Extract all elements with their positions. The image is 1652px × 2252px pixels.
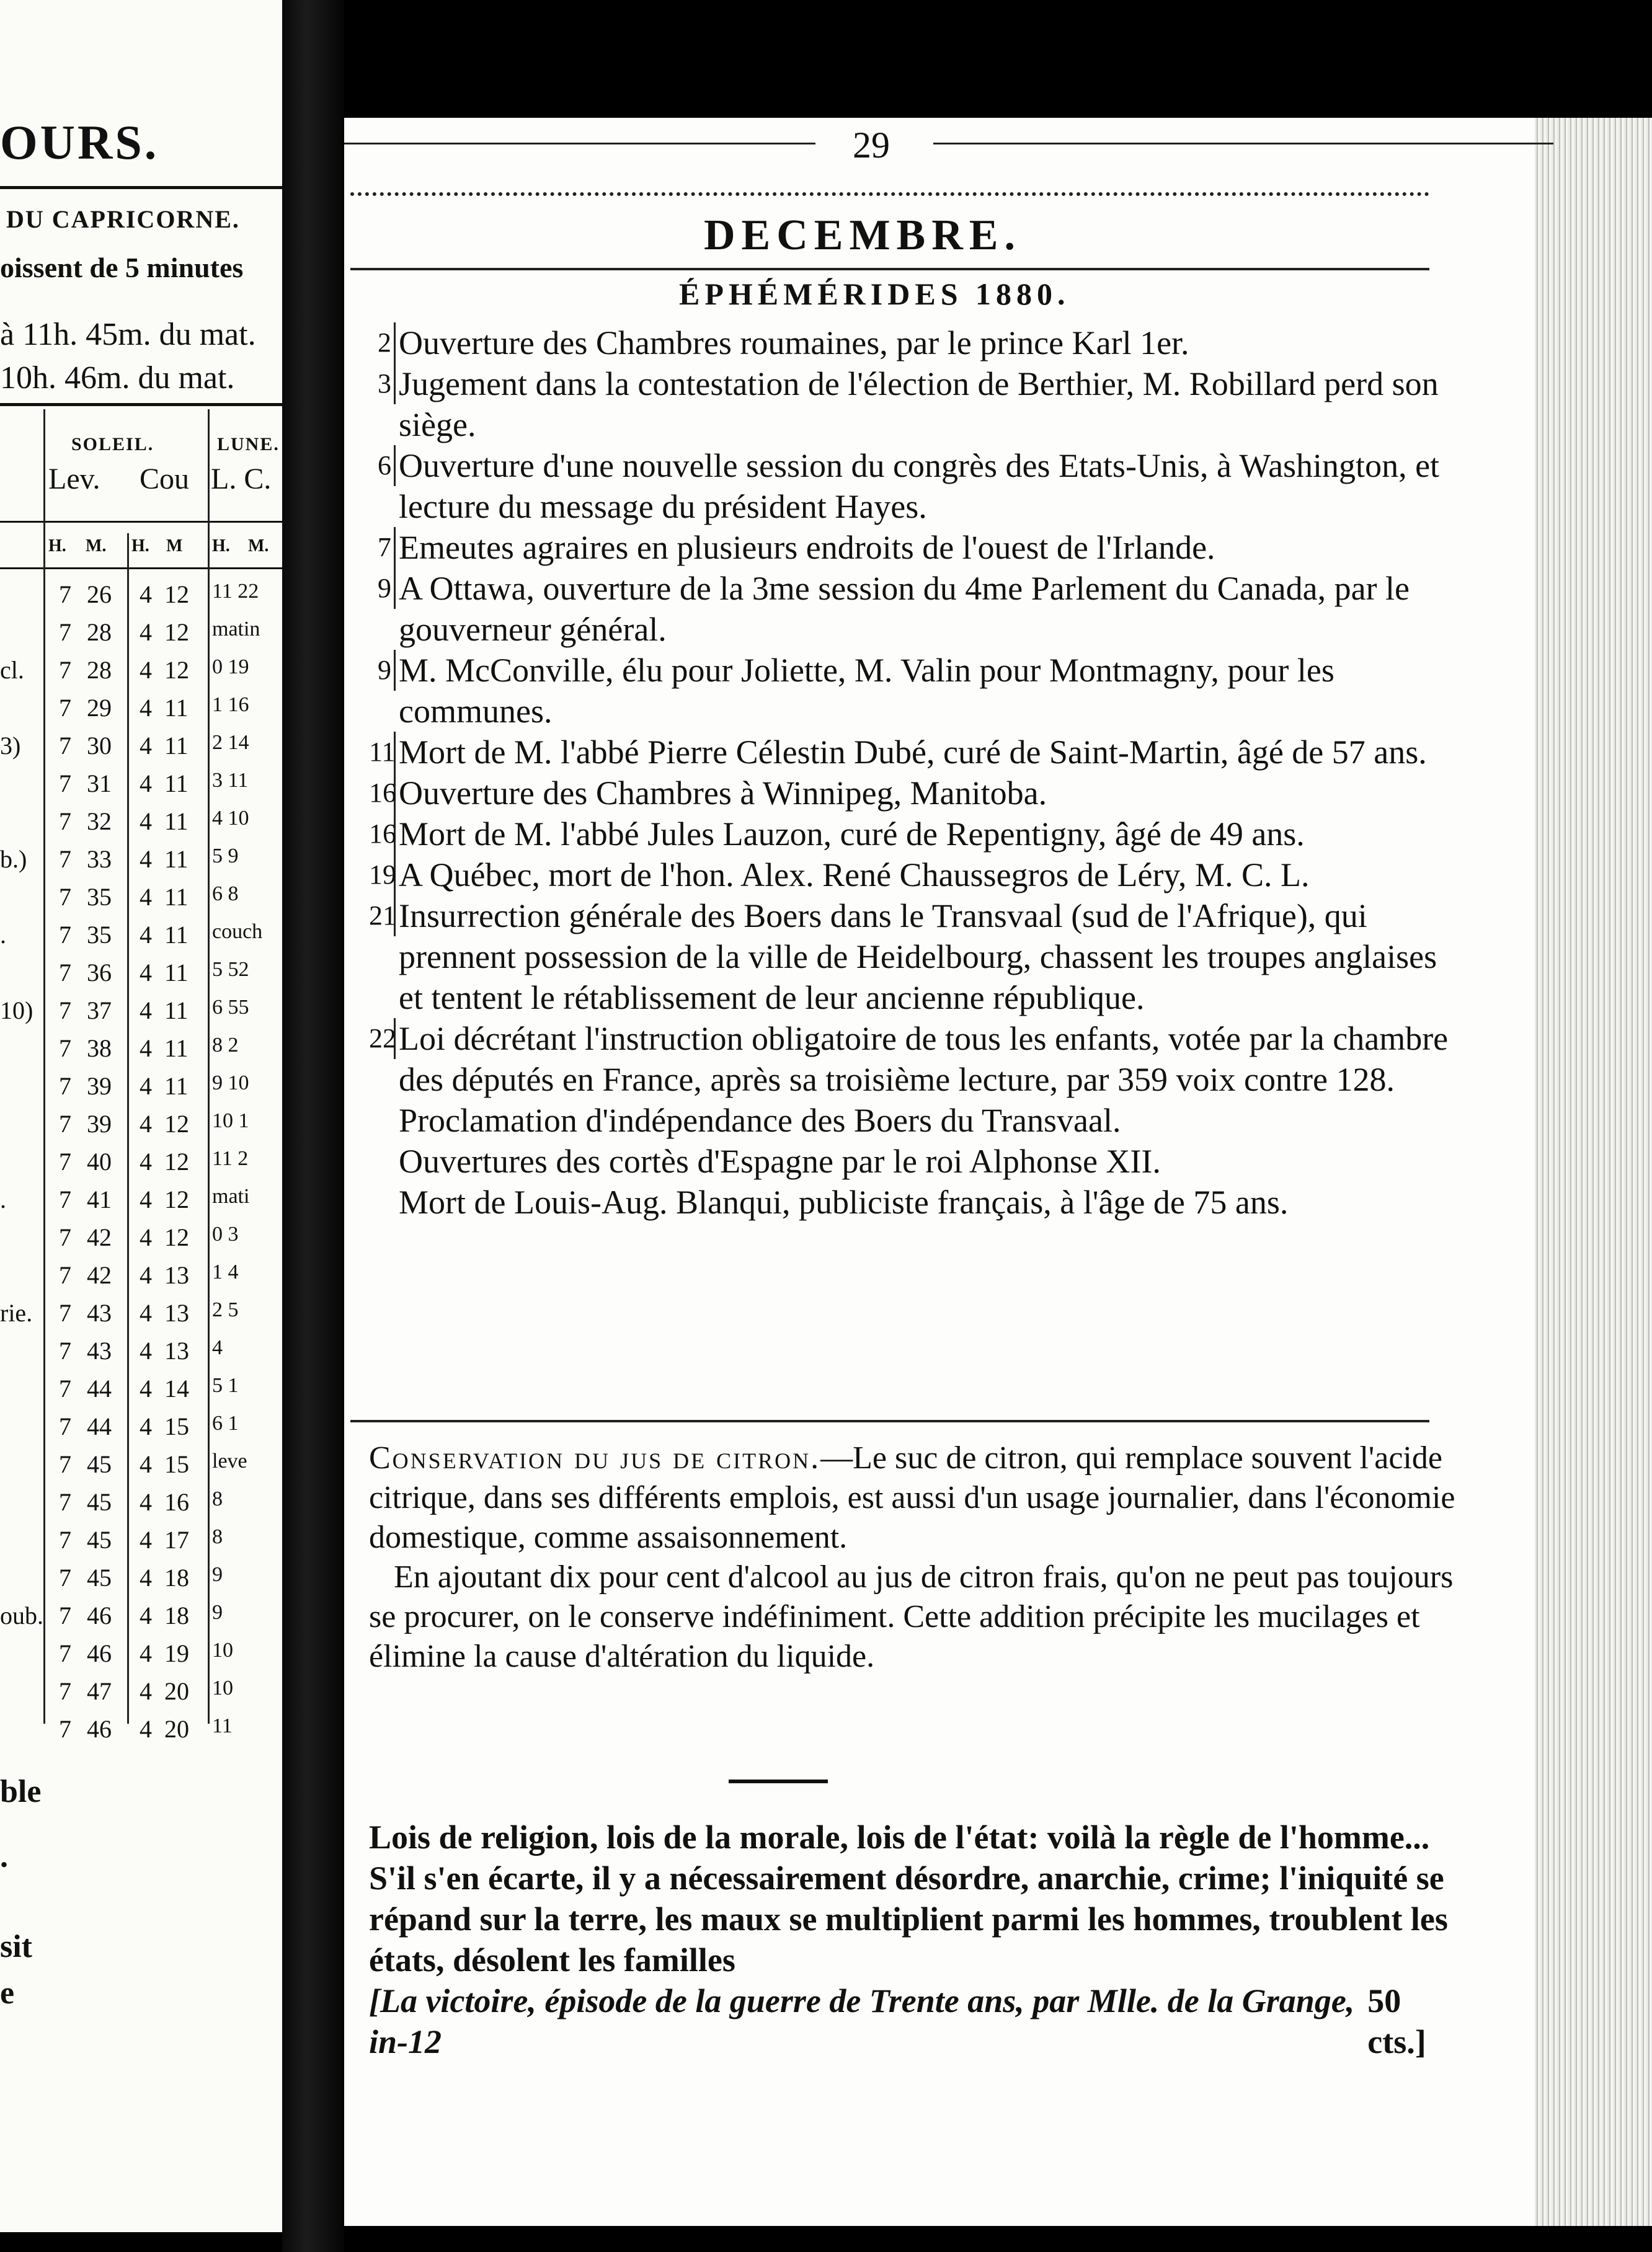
table-cell: 4: [140, 656, 152, 684]
table-cell: 30: [87, 732, 112, 760]
table-cell: 11: [164, 996, 189, 1024]
table-cell: 4: [140, 1261, 152, 1289]
lune-header: LUNE.: [217, 434, 280, 454]
row-note: 10): [0, 996, 33, 1024]
left-page-line: DU CAPRICORNE.: [6, 205, 240, 233]
divider: [0, 186, 282, 189]
table-cell: 3 11: [212, 769, 249, 792]
table-cell: 4: [140, 1337, 152, 1365]
table-cell: 20: [164, 1677, 189, 1705]
table-cell: 4: [140, 1602, 152, 1629]
soleil-header: SOLEIL.: [71, 434, 154, 454]
table-cell: 7: [59, 959, 71, 986]
lc-header: L. C.: [211, 463, 272, 495]
ephemeris-entry: [369, 813, 1460, 854]
table-cell: 4: [140, 618, 152, 646]
table-cell: 20: [164, 1715, 189, 1743]
table-cell: 17: [164, 1526, 189, 1554]
table-cell: 39: [87, 1072, 112, 1100]
table-row: [0, 952, 282, 990]
table-cell: 4: [140, 996, 152, 1024]
left-page-line: 10h. 46m. du mat.: [0, 360, 235, 396]
table-cell: 7: [59, 1261, 71, 1289]
table-cell: 8: [212, 1525, 223, 1548]
table-cell: 43: [87, 1337, 112, 1365]
table-row: [0, 1103, 282, 1142]
table-cell: 11: [164, 959, 189, 986]
divider: [933, 143, 1553, 144]
row-note: oub.: [0, 1602, 43, 1629]
entry-text: Ouverture d'une nouvelle session du congrès des Etats-Unis, à Washington, et lecture du message du président Hayes.: [399, 447, 1440, 525]
entry-day: 11: [369, 732, 396, 773]
table-cell: 7: [59, 1072, 71, 1100]
table-cell: 6 8: [212, 882, 239, 905]
table-row: [0, 1406, 282, 1444]
table-row: [0, 1443, 282, 1482]
unit-label: M.: [86, 536, 107, 556]
conservation-heading: Conservation du jus de citron.: [369, 1440, 821, 1476]
ephemeris-entry: [369, 527, 1460, 568]
table-cell: 7: [59, 921, 71, 949]
left-page-line: à 11h. 45m. du mat.: [0, 317, 256, 352]
table-cell: 4: [140, 1299, 152, 1327]
table-cell: 4: [140, 959, 152, 986]
unit-label: M: [166, 536, 183, 556]
lev-header: Lev.: [48, 463, 100, 495]
table-cell: 39: [87, 1110, 112, 1138]
entry-text: Mort de Louis-Aug. Blanqui, publiciste français, à l'âge de 75 ans.: [399, 1184, 1289, 1221]
table-row: [0, 1292, 282, 1331]
table-cell: 4: [212, 1336, 223, 1359]
price: 50 cts.]: [1367, 1982, 1426, 2060]
table-cell: matin: [212, 618, 260, 641]
entry-day: 22: [369, 1018, 396, 1059]
table-cell: 44: [87, 1375, 112, 1403]
cou-header: Cou: [140, 463, 190, 495]
left-footer-line: e: [0, 1975, 15, 2011]
right-page: [344, 118, 1652, 2226]
table-row: [0, 611, 282, 650]
left-page-title: OURS.: [0, 115, 159, 169]
table-cell: 42: [87, 1223, 112, 1251]
divider: [0, 567, 282, 569]
table-cell: 7: [59, 1148, 71, 1176]
table-row: [0, 800, 282, 839]
table-cell: 4: [140, 1526, 152, 1554]
table-row: [0, 1481, 282, 1520]
table-cell: 7: [59, 1677, 71, 1705]
ephemeris-entry: [369, 363, 1460, 445]
entry-text: Loi décrétant l'instruction obligatoire de tous les enfants, votée par la chambre des députés en France, après sa troisième lecture, par 359 voix contre 128.: [399, 1020, 1449, 1098]
table-cell: 14: [164, 1375, 189, 1403]
table-cell: 47: [87, 1677, 112, 1705]
entry-text: Ouvertures des cortès d'Espagne par le roi Alphonse XII.: [399, 1143, 1161, 1180]
table-cell: 10: [212, 1677, 233, 1700]
table-cell: 4: [140, 1110, 152, 1138]
table-cell: 12: [164, 1148, 189, 1176]
table-cell: 4: [140, 807, 152, 835]
table-cell: 46: [87, 1602, 112, 1629]
table-cell: 7: [59, 1337, 71, 1365]
table-cell: 7: [59, 845, 71, 873]
divider: [350, 268, 1429, 270]
table-cell: 6 55: [212, 996, 249, 1019]
table-cell: 2 5: [212, 1298, 239, 1321]
ephemeris-entry: [369, 773, 1460, 813]
table-cell: 7: [59, 1110, 71, 1138]
entry-day: 3: [369, 363, 396, 404]
ephemeris-entry: [369, 854, 1460, 895]
table-cell: 12: [164, 580, 189, 608]
ephemeris-entry: [369, 650, 1460, 732]
book-gutter: [282, 0, 344, 2252]
conservation-article: [369, 1439, 1460, 1677]
divider: [0, 521, 282, 523]
table-cell: 12: [164, 1186, 189, 1213]
table-cell: 33: [87, 845, 112, 873]
entry-text: Proclamation d'indépendance des Boers du Transvaal.: [399, 1102, 1121, 1139]
table-cell: 38: [87, 1034, 112, 1062]
entry-text: Jugement dans la contestation de l'élection de Berthier, M. Robillard perd son siège.: [399, 365, 1439, 443]
table-row: [0, 1065, 282, 1104]
table-row: [0, 1557, 282, 1595]
table-cell: 1 16: [212, 693, 249, 716]
table-cell: 7: [59, 1488, 71, 1516]
ephemeris-entry: [369, 445, 1460, 527]
table-row: [0, 1595, 282, 1633]
table-cell: 11: [164, 1072, 189, 1100]
table-cell: 11: [164, 732, 189, 760]
entry-text: A Ottawa, ouverture de la 3me session du 4me Parlement du Canada, par le gouverneur général.: [399, 570, 1410, 648]
table-cell: 8 2: [212, 1034, 239, 1057]
table-row: [0, 1519, 282, 1558]
row-note: .: [0, 1186, 6, 1213]
table-cell: 45: [87, 1564, 112, 1592]
table-cell: 7: [59, 656, 71, 684]
table-cell: 7: [59, 1639, 71, 1667]
table-cell: 15: [164, 1412, 189, 1440]
table-cell: 16: [164, 1488, 189, 1516]
table-cell: 4: [140, 1715, 152, 1743]
table-cell: 4: [140, 1375, 152, 1403]
entry-day: 16: [369, 773, 396, 813]
table-row: [0, 574, 282, 612]
table-cell: 11: [164, 694, 189, 722]
entry-day: 19: [369, 854, 396, 895]
table-cell: 4: [140, 769, 152, 797]
table-row: [0, 725, 282, 763]
table-cell: 11: [164, 845, 189, 873]
table-cell: 13: [164, 1337, 189, 1365]
table-cell: 4: [140, 1412, 152, 1440]
table-cell: 7: [59, 883, 71, 911]
table-cell: 4: [140, 1148, 152, 1176]
table-cell: 4: [140, 732, 152, 760]
table-row: [0, 1633, 282, 1671]
entry-text: Emeutes agraires en plusieurs endroits de l'ouest de l'Irlande.: [399, 529, 1215, 566]
table-cell: 0 19: [212, 655, 249, 678]
table-cell: 31: [87, 769, 112, 797]
table-cell: 4: [140, 1488, 152, 1516]
table-cell: 43: [87, 1299, 112, 1327]
table-cell: 29: [87, 694, 112, 722]
entry-day: 9: [369, 568, 396, 609]
table-cell: 45: [87, 1488, 112, 1516]
divider: [344, 143, 815, 144]
table-cell: 9 10: [212, 1071, 249, 1094]
table-cell: 4: [140, 845, 152, 873]
conservation-text: —Le suc de citron, qui remplace souvent l'acide citrique, dans ses différents emplois, est aussi d'un usage journalier, dans l'économie domestique, comme assaisonnement.: [369, 1440, 1455, 1555]
entry-text: M. McConville, élu pour Joliette, M. Valin pour Montmagny, pour les communes.: [399, 652, 1334, 730]
entry-text: Ouverture des Chambres roumaines, par le prince Karl 1er.: [399, 324, 1189, 361]
entry-text: Insurrection générale des Boers dans le Transvaal (sud de l'Afrique), qui prennent possession de la ville de Heidelbourg, chassent les troupes anglaises et tentent le rétablissement de leur ancienne république.: [399, 897, 1437, 1016]
entry-text: Mort de M. l'abbé Pierre Célestin Dubé, curé de Saint-Martin, âgé de 57 ans.: [399, 734, 1427, 771]
table-cell: 7: [59, 1034, 71, 1062]
table-cell: 11: [164, 769, 189, 797]
citation: [La victoire, épisode de la guerre de Trente ans, par Mlle. de la Grange, in-12: [369, 1982, 1355, 2060]
table-cell: 40: [87, 1148, 112, 1176]
table-cell: 7: [59, 694, 71, 722]
ephemerides-list: [369, 322, 1460, 1223]
row-note: b.): [0, 845, 27, 873]
table-row: [0, 1670, 282, 1709]
table-cell: 4: [140, 1072, 152, 1100]
ephemeris-entry: [369, 322, 1460, 363]
table-cell: 5 1: [212, 1374, 239, 1397]
table-cell: 4: [140, 1186, 152, 1213]
ephemeris-entry: [369, 1141, 1460, 1182]
page-number: 29: [853, 125, 890, 166]
table-cell: mati: [212, 1185, 250, 1208]
table-cell: 9: [212, 1563, 223, 1586]
page-edges: [1535, 118, 1652, 2226]
ephemeris-entry: [369, 568, 1460, 650]
table-row: [0, 649, 282, 688]
table-cell: 10: [212, 1639, 233, 1662]
entry-day: 2: [369, 322, 396, 363]
ephemeris-entry: [369, 1182, 1460, 1223]
entry-text: A Québec, mort de l'hon. Alex. René Chaussegros de Léry, M. C. L.: [399, 856, 1310, 893]
table-cell: 12: [164, 1223, 189, 1251]
row-note: .: [0, 921, 6, 949]
table-cell: 1 4: [212, 1261, 239, 1283]
row-note: cl.: [0, 656, 24, 684]
table-cell: 12: [164, 1110, 189, 1138]
table-cell: 37: [87, 996, 112, 1024]
ephemeris-entry: [369, 1018, 1460, 1100]
table-cell: 18: [164, 1564, 189, 1592]
table-cell: 11 2: [212, 1147, 249, 1170]
left-footer-line: .: [0, 1839, 8, 1874]
table-cell: 46: [87, 1715, 112, 1743]
table-cell: 11: [164, 921, 189, 949]
table-row: [0, 1141, 282, 1179]
table-cell: 7: [59, 1450, 71, 1478]
table-cell: 12: [164, 656, 189, 684]
table-cell: 7: [59, 1375, 71, 1403]
table-cell: 10 1: [212, 1109, 249, 1132]
table-cell: 36: [87, 959, 112, 986]
table-cell: 4: [140, 580, 152, 608]
table-row: [0, 1368, 282, 1406]
table-cell: 7: [59, 1299, 71, 1327]
left-page: [0, 0, 282, 2232]
table-cell: 41: [87, 1186, 112, 1213]
table-cell: 11: [164, 1034, 189, 1062]
table-cell: 4: [140, 883, 152, 911]
table-cell: 4 10: [212, 807, 249, 830]
table-cell: 11 22: [212, 580, 259, 603]
table-cell: 13: [164, 1299, 189, 1327]
table-cell: couch: [212, 920, 263, 943]
unit-label: H.: [131, 536, 149, 556]
table-row: [0, 914, 282, 952]
table-cell: 9: [212, 1601, 223, 1624]
table-cell: 26: [87, 580, 112, 608]
entry-day: 21: [369, 895, 396, 936]
row-note: rie.: [0, 1299, 33, 1327]
table-cell: 4: [140, 1639, 152, 1667]
table-cell: 7: [59, 996, 71, 1024]
unit-label: H.: [212, 536, 230, 556]
table-cell: 7: [59, 732, 71, 760]
entry-day: 9: [369, 650, 396, 691]
table-row: [0, 1179, 282, 1217]
table-cell: 4: [140, 1564, 152, 1592]
table-cell: 7: [59, 1412, 71, 1440]
table-cell: 7: [59, 769, 71, 797]
table-cell: 4: [140, 1677, 152, 1705]
table-cell: 8: [212, 1487, 223, 1510]
divider: [729, 1780, 828, 1783]
table-cell: 2 14: [212, 731, 249, 754]
table-row: [0, 763, 282, 801]
table-cell: 32: [87, 807, 112, 835]
entry-day: 6: [369, 445, 396, 486]
ephemeris-entry: [369, 732, 1460, 773]
entry-day: 16: [369, 813, 396, 854]
table-row: [0, 1217, 282, 1255]
table-row: [0, 1254, 282, 1293]
citation-line: [369, 1980, 1460, 2062]
table-cell: 5 9: [212, 844, 239, 867]
table-cell: 7: [59, 1564, 71, 1592]
table-cell: 28: [87, 618, 112, 646]
table-row: [0, 990, 282, 1028]
table-cell: 7: [59, 1715, 71, 1743]
table-row: [0, 1330, 282, 1368]
table-cell: 4: [140, 1223, 152, 1251]
divider: [350, 1420, 1429, 1422]
table-cell: 42: [87, 1261, 112, 1289]
table-cell: 18: [164, 1602, 189, 1629]
table-cell: 7: [59, 1526, 71, 1554]
left-footer-line: sit: [0, 1929, 32, 1964]
table-cell: 7: [59, 1602, 71, 1629]
table-cell: 13: [164, 1261, 189, 1289]
table-cell: 35: [87, 883, 112, 911]
quote-text: Lois de religion, lois de la morale, lois de l'état: voilà la règle de l'homme... S'il s'en écarte, il y a nécessairement désordre, anarchie, crime; l'iniquité se répand sur la terre, les maux se multiplient parmi les hommes, troublent les états, désolent les familles: [369, 1819, 1448, 1979]
table-cell: 19: [164, 1639, 189, 1667]
table-cell: 28: [87, 656, 112, 684]
table-cell: 12: [164, 618, 189, 646]
table-cell: 46: [87, 1639, 112, 1667]
divider: [350, 192, 1429, 196]
table-cell: 45: [87, 1526, 112, 1554]
divider: [0, 403, 282, 406]
table-cell: 7: [59, 580, 71, 608]
table-row: [0, 687, 282, 725]
table-row: [0, 838, 282, 877]
table-cell: 6 1: [212, 1412, 239, 1435]
table-cell: leve: [212, 1450, 247, 1473]
table-cell: 11: [164, 807, 189, 835]
table-cell: 7: [59, 807, 71, 835]
table-row: [0, 876, 282, 915]
table-cell: 45: [87, 1450, 112, 1478]
entry-text: Mort de M. l'abbé Jules Lauzon, curé de Repentigny, âgé de 49 ans.: [399, 815, 1305, 853]
table-cell: 7: [59, 618, 71, 646]
table-cell: 44: [87, 1412, 112, 1440]
unit-label: M.: [248, 536, 269, 556]
table-cell: 7: [59, 1186, 71, 1213]
row-note: 3): [0, 732, 21, 760]
table-cell: 5 52: [212, 958, 249, 981]
table-cell: 4: [140, 694, 152, 722]
table-cell: 7: [59, 1223, 71, 1251]
ephemerides-title: ÉPHÉMÉRIDES 1880.: [679, 277, 1070, 311]
table-cell: 4: [140, 921, 152, 949]
unit-label: H.: [48, 536, 66, 556]
quote-block: [369, 1817, 1460, 2062]
table-cell: 11: [164, 883, 189, 911]
left-footer-line: ble: [0, 1774, 42, 1809]
month-title: DECEMBRE.: [704, 211, 1021, 259]
left-page-line: oissent de 5 minutes: [0, 252, 244, 283]
ephemeris-entry: [369, 895, 1460, 1018]
table-cell: 4: [140, 1450, 152, 1478]
table-cell: 15: [164, 1450, 189, 1478]
entry-text: Ouverture des Chambres à Winnipeg, Manitoba.: [399, 774, 1047, 812]
table-cell: 0 3: [212, 1223, 239, 1246]
entry-day: 7: [369, 527, 396, 568]
table-cell: 11: [212, 1714, 233, 1737]
table-cell: 35: [87, 921, 112, 949]
table-row: [0, 1708, 282, 1747]
table-cell: 4: [140, 1034, 152, 1062]
ephemeris-entry: [369, 1100, 1460, 1141]
conservation-text: En ajoutant dix pour cent d'alcool au jus de citron frais, qu'on ne peut pas toujours se procurer, on le conserve indéfiniment. Cette addition précipite les mucilages et élimine la cause d'altération du liquide.: [369, 1559, 1454, 1674]
table-row: [0, 1027, 282, 1066]
